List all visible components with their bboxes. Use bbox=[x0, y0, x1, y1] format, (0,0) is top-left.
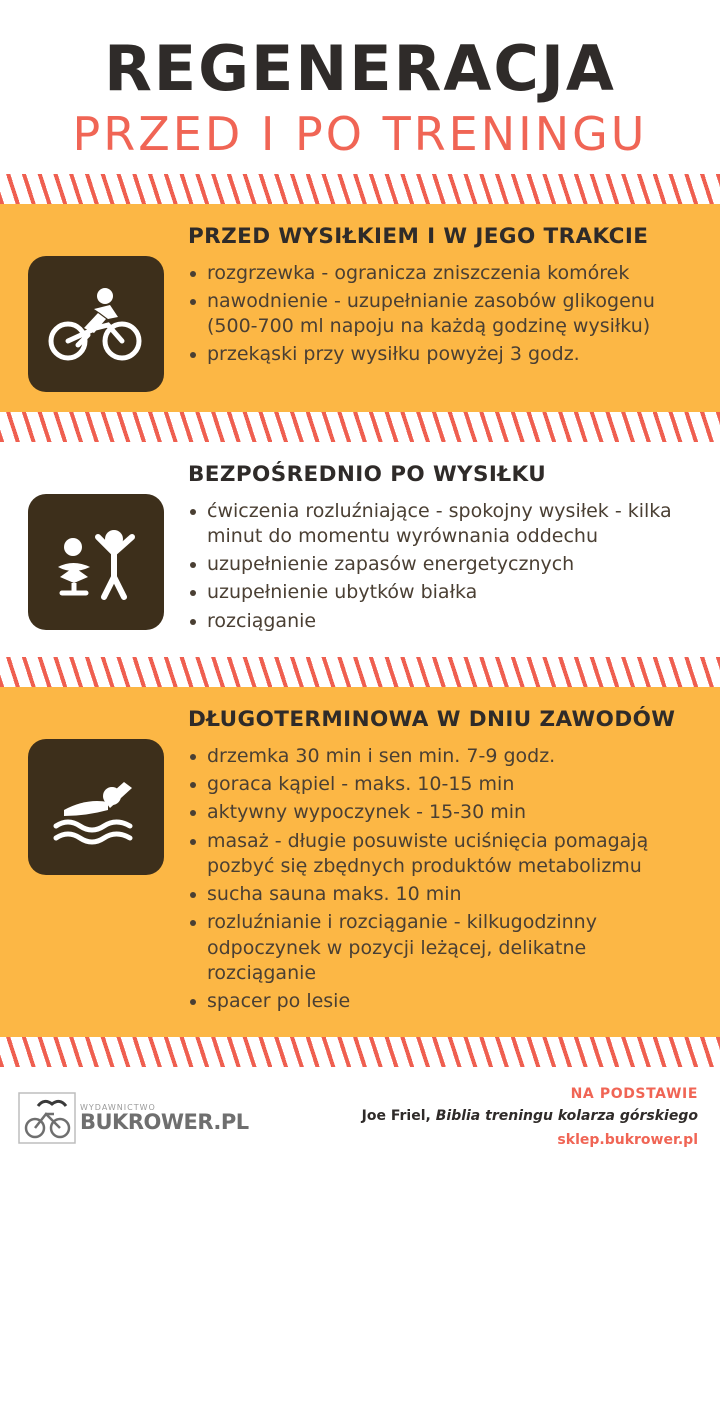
page-title: REGENERACJA bbox=[104, 32, 616, 105]
list-item: masaż - długie posuwiste uciśnięcia pomagają pozbyć się zbędnych produktów metabolizmu bbox=[188, 829, 698, 880]
logo-small-text: WYDAWNICTWO bbox=[80, 1102, 156, 1112]
list-item: goraca kąpiel - maks. 10-15 min bbox=[188, 772, 698, 797]
list-item: sucha sauna maks. 10 min bbox=[188, 882, 698, 907]
section-bullet-list bbox=[188, 499, 698, 634]
list-item: uzupełnienie ubytków białka bbox=[188, 580, 698, 605]
list-item: ćwiczenia rozluźniające - spokojny wysiłek - kilka minut do momentu wyrównania oddechu bbox=[188, 499, 698, 550]
list-item: rozluźnianie i rozciąganie - kilkugodzinny odpoczynek w pozycji leżącej, delikatne rozciąganie bbox=[188, 910, 698, 986]
section-title: DŁUGOTERMINOWA W DNIU ZAWODÓW bbox=[188, 706, 676, 732]
publisher-logo[interactable] bbox=[18, 1092, 249, 1144]
bike-logo-icon bbox=[18, 1092, 76, 1144]
list-item: aktywny wypoczynek - 15-30 min bbox=[188, 800, 698, 825]
credit-author: Joe Friel, bbox=[361, 1108, 431, 1125]
section-title: PRZED WYSIŁKIEM I W JEGO TRAKCIE bbox=[188, 223, 649, 249]
divider-hatch-1 bbox=[0, 174, 720, 204]
section-bullet-list bbox=[188, 261, 698, 368]
stretching-person-icon bbox=[28, 494, 164, 630]
divider-hatch-3 bbox=[0, 657, 720, 687]
list-item: przekąski przy wysiłku powyżej 3 godz. bbox=[188, 342, 698, 367]
shop-link[interactable]: sklep.bukrower.pl bbox=[557, 1131, 698, 1148]
footer bbox=[0, 1067, 720, 1163]
swimmer-icon bbox=[28, 739, 164, 875]
list-item: rozgrzewka - ogranicza zniszczenia komórek bbox=[188, 261, 698, 286]
page-subtitle: PRZED I PO TRENINGU bbox=[72, 107, 648, 161]
list-item: uzupełnienie zapasów energetycznych bbox=[188, 552, 698, 577]
logo-big-text: BUKROWER.PL bbox=[80, 1109, 249, 1134]
credit-heading: NA PODSTAWIE bbox=[570, 1086, 698, 1103]
section-bullet-list bbox=[188, 744, 698, 1015]
list-item: nawodnienie - uzupełnianie zasobów glikogenu (500-700 ml napoju na każdą godzinę wysiłku) bbox=[188, 289, 698, 340]
list-item: spacer po lesie bbox=[188, 989, 698, 1014]
credit-source bbox=[362, 1106, 698, 1128]
divider-hatch-2 bbox=[0, 412, 720, 442]
section-right-after-effort bbox=[0, 442, 720, 657]
source-credit bbox=[362, 1084, 698, 1152]
list-item: rozciąganie bbox=[188, 609, 698, 634]
section-before-effort bbox=[0, 204, 720, 412]
section-long-term bbox=[0, 687, 720, 1038]
divider-hatch-4 bbox=[0, 1037, 720, 1067]
list-item: drzemka 30 min i sen min. 7-9 godz. bbox=[188, 744, 698, 769]
section-title: BEZPOŚREDNIO PO WYSIŁKU bbox=[188, 461, 547, 487]
credit-book-title: Biblia treningu kolarza górskiego bbox=[435, 1108, 698, 1125]
cyclist-icon bbox=[28, 256, 164, 392]
header bbox=[0, 0, 720, 174]
